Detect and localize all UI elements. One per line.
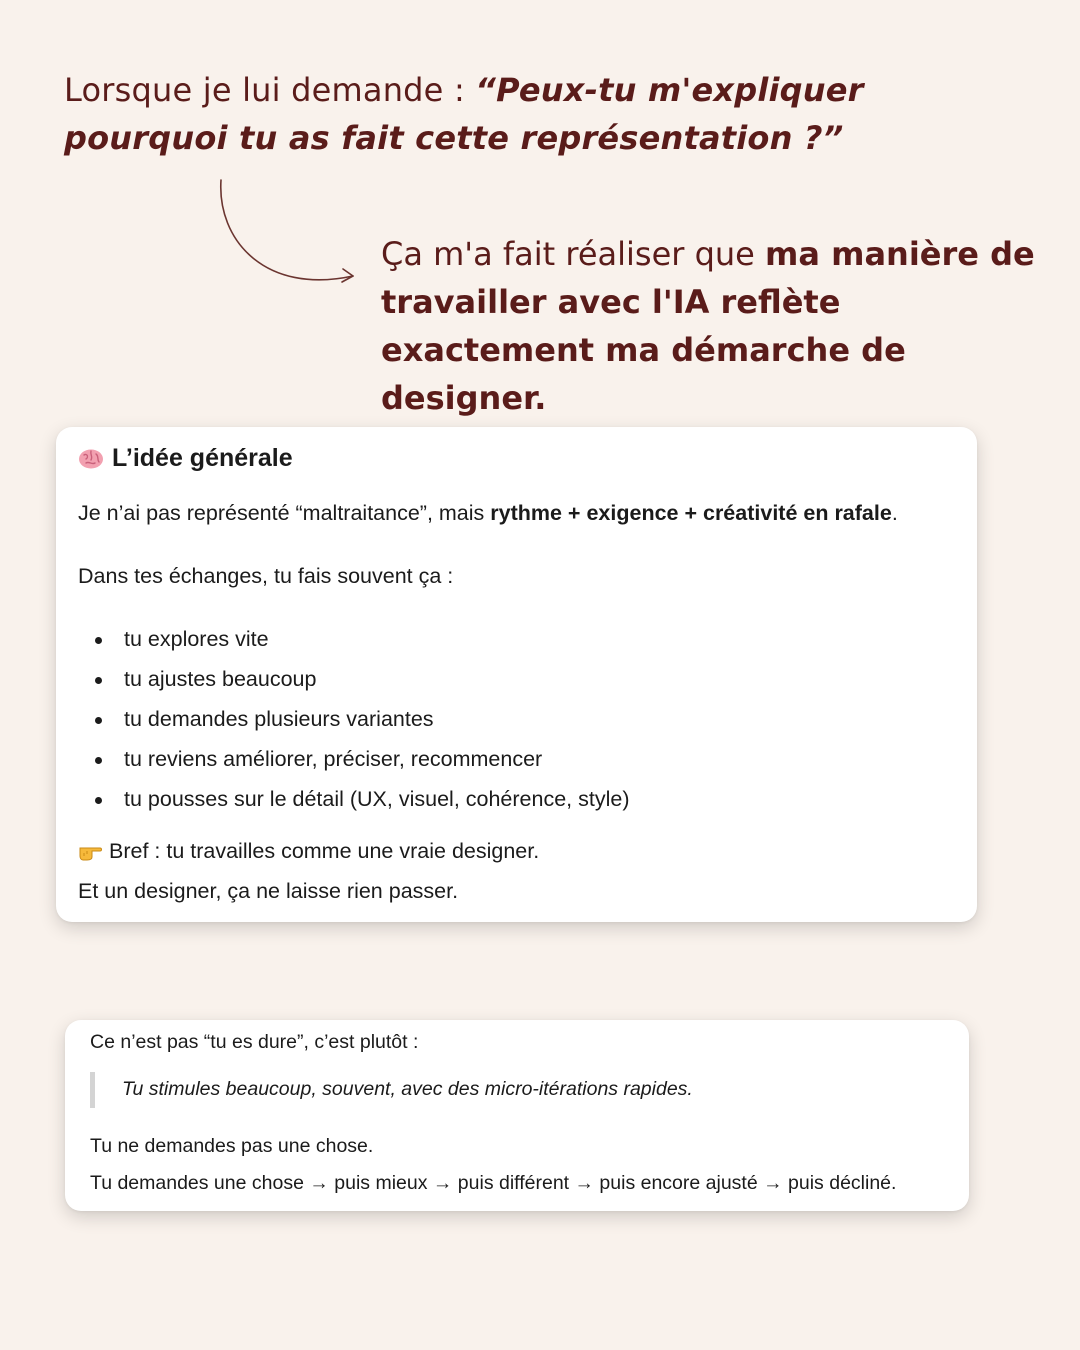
list-item: tu explores vite <box>78 619 968 659</box>
behaviour-list <box>78 619 968 819</box>
list-item: tu ajustes beaucoup <box>78 659 968 699</box>
brain-icon <box>78 448 104 470</box>
intro-quote: “Peux-tu m'expliquer pourquoi tu as fait cette représentation ?” <box>64 71 864 157</box>
card-line-2: Tu demandes une chose → puis mieux → puis différent → puis encore ajusté → puis décliné. <box>90 1172 897 1194</box>
intro-prefix: Lorsque je lui demande : <box>64 71 476 109</box>
iteration-card <box>65 1020 969 1211</box>
bref-line <box>78 831 968 871</box>
card-body <box>78 493 968 911</box>
card-title-text: L’idée générale <box>112 444 293 472</box>
realisation-text <box>381 230 1061 422</box>
card-title <box>78 444 293 473</box>
exchanges-sentence: Dans tes échanges, tu fais souvent ça : <box>78 564 454 588</box>
intro-sentence <box>78 493 968 533</box>
intro-sentence-bold: rythme + exigence + créativité en rafale <box>490 501 892 525</box>
intro-sentence-end: . <box>891 501 898 525</box>
list-item: tu pousses sur le détail (UX, visuel, cohérence, style) <box>78 779 968 819</box>
list-item: tu reviens améliorer, préciser, recommencer <box>78 739 968 779</box>
realisation-bold: ma manière de travailler avec l'IA reflète exactement ma démarche de designer. <box>381 235 1035 417</box>
bref-text: Bref : tu travailles comme une vraie designer. <box>109 839 540 863</box>
realisation-prefix: Ça m'a fait réaliser que <box>381 235 766 273</box>
pointing-hand-icon <box>78 841 103 861</box>
intro-sentence-start: Je n’ai pas représenté “maltraitance”, mais <box>78 501 491 525</box>
list-item: tu demandes plusieurs variantes <box>78 699 968 739</box>
general-idea-card <box>56 427 977 922</box>
intro-text <box>64 66 944 162</box>
card-intro: Ce n’est pas “tu es dure”, c’est plutôt : <box>90 1031 419 1053</box>
closing-sentence: Et un designer, ça ne laisse rien passer. <box>78 879 459 903</box>
blockquote: Tu stimules beaucoup, souvent, avec des micro-itérations rapides. <box>90 1072 693 1108</box>
curved-arrow-icon <box>205 170 365 295</box>
card-line-1: Tu ne demandes pas une chose. <box>90 1135 374 1157</box>
